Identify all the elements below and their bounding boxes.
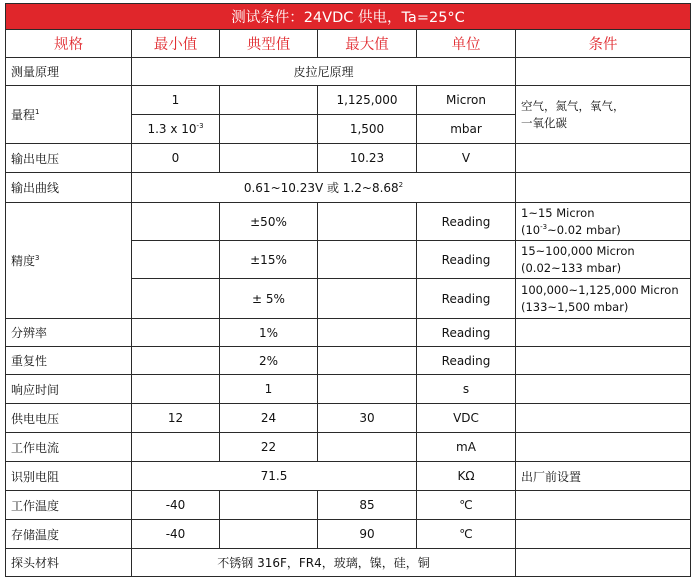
spec-name: 识别电阻 bbox=[6, 462, 132, 491]
spec-max: 85 bbox=[318, 491, 417, 520]
header-row bbox=[6, 30, 691, 58]
spec-max: 1,125,000 bbox=[318, 86, 417, 115]
spec-condition bbox=[516, 144, 691, 173]
spec-condition: 空气，氮气，氧气， 一氧化碳 bbox=[516, 86, 691, 144]
spec-unit: mA bbox=[417, 433, 516, 462]
spec-min bbox=[132, 319, 220, 347]
spec-typ bbox=[220, 144, 318, 173]
spec-name: 响应时间 bbox=[6, 375, 132, 404]
spec-typ: ±50% bbox=[220, 203, 318, 241]
table-row bbox=[6, 319, 691, 347]
spec-min: 1 bbox=[132, 86, 220, 115]
table-row bbox=[6, 203, 691, 241]
spec-min bbox=[132, 433, 220, 462]
spec-unit: Micron bbox=[417, 86, 516, 115]
spec-min bbox=[132, 241, 220, 279]
footnote-mark: 3 bbox=[35, 254, 40, 262]
spec-name: 供电电压 bbox=[6, 404, 132, 433]
spec-name: 探头材料 bbox=[6, 549, 132, 577]
header-unit: 单位 bbox=[417, 30, 516, 58]
table-row bbox=[6, 347, 691, 375]
spec-condition bbox=[516, 491, 691, 520]
spec-condition: 出厂前设置 bbox=[516, 462, 691, 491]
table-row bbox=[6, 433, 691, 462]
table-row bbox=[6, 404, 691, 433]
table-row bbox=[6, 86, 691, 115]
spec-typ: 24 bbox=[220, 404, 318, 433]
spec-unit: s bbox=[417, 375, 516, 404]
spec-value: 0.61~10.23V 或 1.2~8.68$^2$ bbox=[132, 173, 516, 203]
spec-max bbox=[318, 347, 417, 375]
spec-unit: V bbox=[417, 144, 516, 173]
spec-condition bbox=[516, 319, 691, 347]
footnote-mark: 1 bbox=[35, 108, 40, 116]
table-row bbox=[6, 462, 691, 491]
header-condition: 条件 bbox=[516, 30, 691, 58]
spec-typ: 2% bbox=[220, 347, 318, 375]
spec-condition bbox=[516, 549, 691, 577]
spec-max bbox=[318, 433, 417, 462]
spec-typ bbox=[220, 520, 318, 549]
spec-condition: 1~15 Micron ($10^{-3}\sim 0.02$ mbar) bbox=[516, 203, 691, 241]
table-title: 测试条件：24VDC 供电，Ta=25°C bbox=[6, 4, 691, 30]
table-row bbox=[6, 144, 691, 173]
spec-condition bbox=[516, 375, 691, 404]
spec-typ: 22 bbox=[220, 433, 318, 462]
spec-typ: 1 bbox=[220, 375, 318, 404]
spec-name: 输出曲线 bbox=[6, 173, 132, 203]
spec-name: 存储温度 bbox=[6, 520, 132, 549]
spec-min bbox=[132, 347, 220, 375]
spec-min: 1.3 x $10^{-3}$ bbox=[132, 115, 220, 144]
spec-unit: mbar bbox=[417, 115, 516, 144]
table-row bbox=[6, 58, 691, 86]
spec-unit: KΩ bbox=[417, 462, 516, 491]
spec-max: 90 bbox=[318, 520, 417, 549]
spec-value: 不锈钢 316F，FR4，玻璃，镍，硅，铜 bbox=[132, 549, 516, 577]
spec-condition: 100,000~1,125,000 Micron (133~1,500 mbar) bbox=[516, 279, 691, 319]
header-max: 最大值 bbox=[318, 30, 417, 58]
spec-name: 输出电压 bbox=[6, 144, 132, 173]
table-row bbox=[6, 491, 691, 520]
spec-max bbox=[318, 319, 417, 347]
table-row bbox=[6, 173, 691, 203]
header-min: 最小值 bbox=[132, 30, 220, 58]
header-spec: 规格 bbox=[6, 30, 132, 58]
table-row bbox=[6, 520, 691, 549]
spec-name: 精度$^3$ bbox=[6, 203, 132, 319]
spec-condition: 15~100,000 Micron (0.02~133 mbar) bbox=[516, 241, 691, 279]
spec-name: 重复性 bbox=[6, 347, 132, 375]
spec-unit: ℃ bbox=[417, 520, 516, 549]
spec-table-container bbox=[5, 3, 690, 577]
spec-unit: ℃ bbox=[417, 491, 516, 520]
spec-typ bbox=[220, 86, 318, 115]
spec-min: -40 bbox=[132, 491, 220, 520]
spec-typ: 1% bbox=[220, 319, 318, 347]
spec-max: 10.23 bbox=[318, 144, 417, 173]
spec-condition bbox=[516, 347, 691, 375]
spec-condition bbox=[516, 433, 691, 462]
spec-unit: Reading bbox=[417, 241, 516, 279]
spec-name: 量程$^1$ bbox=[6, 86, 132, 144]
spec-typ bbox=[220, 115, 318, 144]
spec-max bbox=[318, 279, 417, 319]
spec-condition bbox=[516, 520, 691, 549]
spec-value: 71.5 bbox=[132, 462, 417, 491]
spec-value: 皮拉尼原理 bbox=[132, 58, 516, 86]
header-typ: 典型值 bbox=[220, 30, 318, 58]
spec-min bbox=[132, 279, 220, 319]
spec-name: 工作电流 bbox=[6, 433, 132, 462]
spec-unit: Reading bbox=[417, 347, 516, 375]
spec-max: 30 bbox=[318, 404, 417, 433]
spec-table bbox=[5, 3, 691, 577]
spec-max bbox=[318, 241, 417, 279]
spec-name: 测量原理 bbox=[6, 58, 132, 86]
spec-unit: Reading bbox=[417, 203, 516, 241]
spec-unit: Reading bbox=[417, 279, 516, 319]
spec-typ: ± 5% bbox=[220, 279, 318, 319]
spec-typ: ±15% bbox=[220, 241, 318, 279]
spec-condition bbox=[516, 173, 691, 203]
spec-typ bbox=[220, 491, 318, 520]
spec-unit: Reading bbox=[417, 319, 516, 347]
spec-min: 0 bbox=[132, 144, 220, 173]
spec-name: 分辨率 bbox=[6, 319, 132, 347]
spec-name: 工作温度 bbox=[6, 491, 132, 520]
title-row bbox=[6, 4, 691, 30]
spec-min bbox=[132, 375, 220, 404]
spec-unit: VDC bbox=[417, 404, 516, 433]
spec-min: 12 bbox=[132, 404, 220, 433]
spec-min: -40 bbox=[132, 520, 220, 549]
spec-condition bbox=[516, 404, 691, 433]
spec-min bbox=[132, 203, 220, 241]
spec-condition bbox=[516, 58, 691, 86]
footnote-mark: 2 bbox=[398, 181, 404, 189]
spec-max bbox=[318, 203, 417, 241]
table-row bbox=[6, 375, 691, 404]
table-row bbox=[6, 549, 691, 577]
spec-max: 1,500 bbox=[318, 115, 417, 144]
spec-max bbox=[318, 375, 417, 404]
